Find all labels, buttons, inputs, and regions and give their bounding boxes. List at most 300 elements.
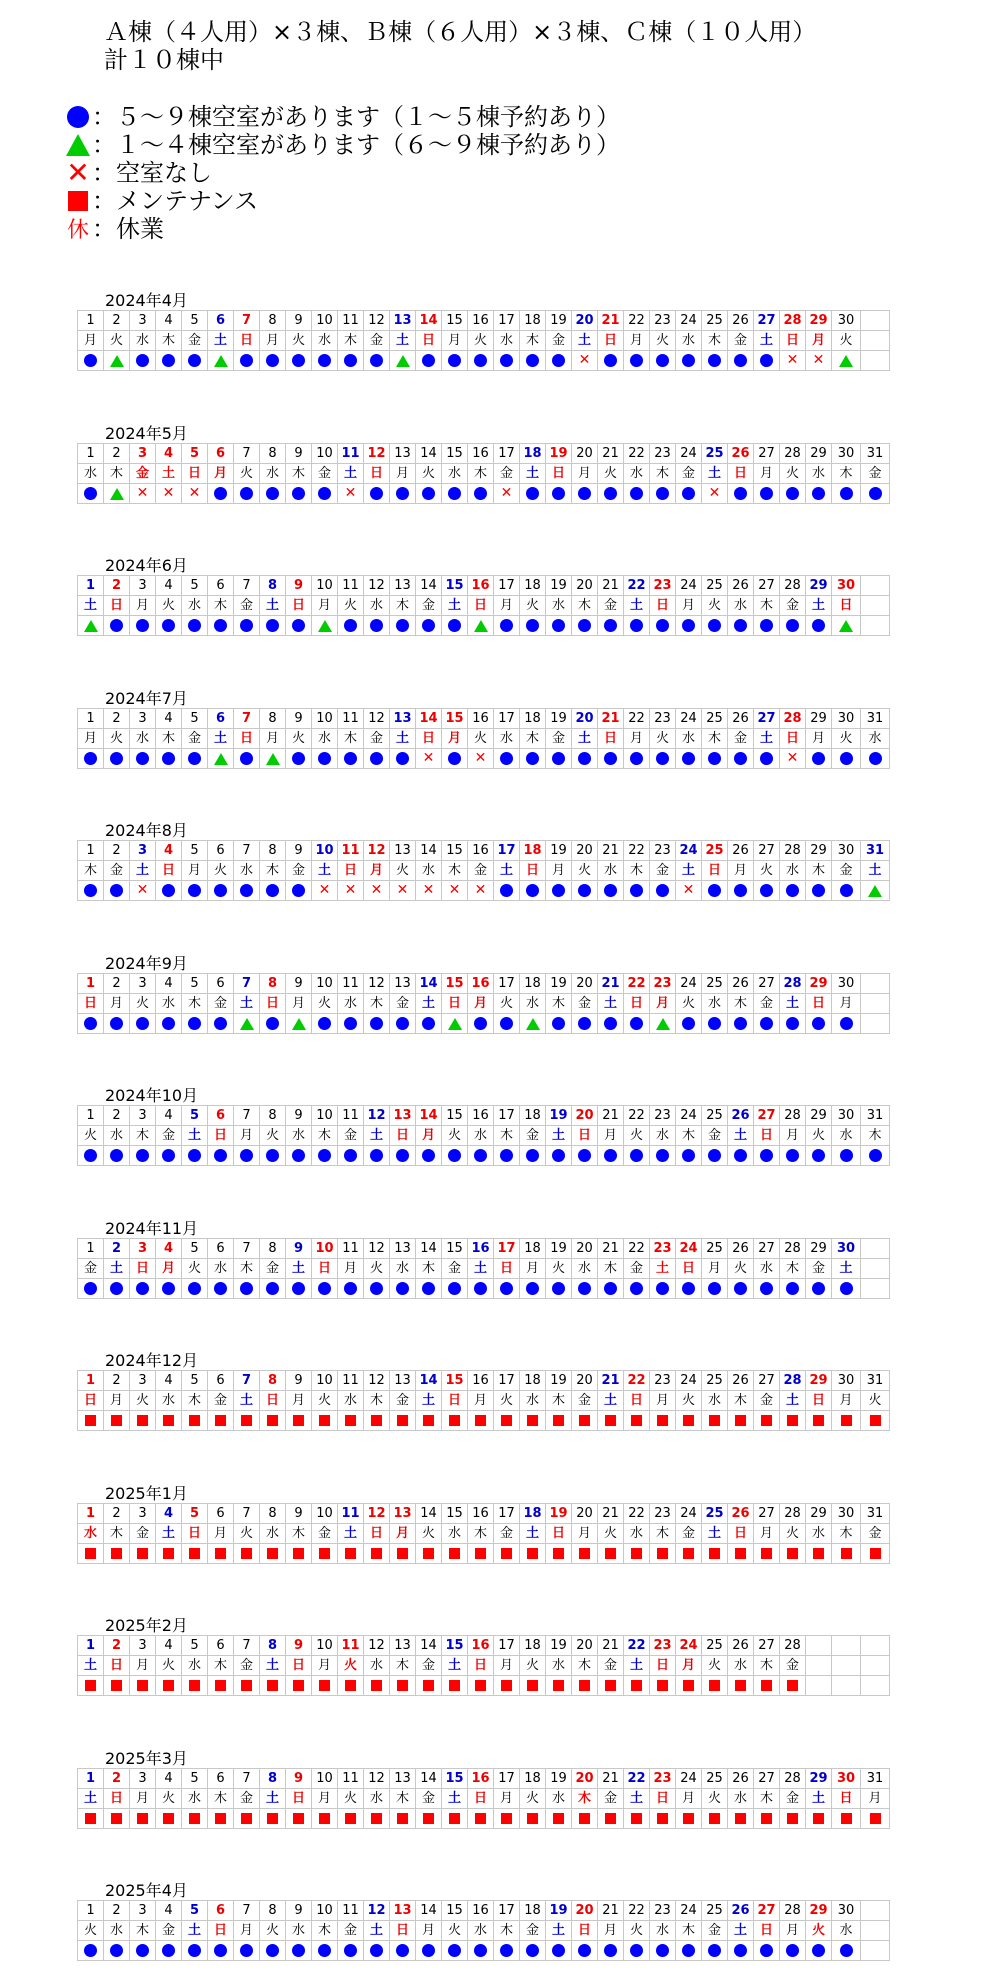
status-cell[interactable]	[104, 1279, 130, 1299]
status-cell[interactable]	[234, 749, 260, 769]
status-cell[interactable]	[676, 484, 702, 504]
status-cell[interactable]	[390, 351, 416, 371]
status-cell[interactable]	[312, 1411, 338, 1431]
status-cell[interactable]	[234, 1544, 260, 1564]
status-cell[interactable]	[494, 484, 520, 504]
status-cell[interactable]	[468, 1146, 494, 1166]
status-cell[interactable]	[728, 1146, 754, 1166]
status-cell[interactable]	[182, 1146, 208, 1166]
status-cell[interactable]	[702, 1809, 728, 1829]
status-cell[interactable]	[364, 881, 390, 901]
status-cell[interactable]	[728, 1544, 754, 1564]
status-cell[interactable]	[338, 616, 364, 636]
status-cell[interactable]	[78, 1676, 104, 1696]
status-cell[interactable]	[130, 616, 156, 636]
status-cell[interactable]	[572, 484, 598, 504]
status-cell[interactable]	[104, 1544, 130, 1564]
status-cell[interactable]	[312, 1146, 338, 1166]
status-cell[interactable]	[832, 1279, 861, 1299]
status-cell[interactable]	[520, 1941, 546, 1961]
status-cell[interactable]	[416, 351, 442, 371]
status-cell[interactable]	[572, 1146, 598, 1166]
status-cell[interactable]	[286, 351, 312, 371]
status-cell[interactable]	[78, 1544, 104, 1564]
status-cell[interactable]	[676, 1676, 702, 1696]
status-cell[interactable]	[468, 1809, 494, 1829]
status-cell[interactable]	[156, 1411, 182, 1431]
status-cell[interactable]	[208, 351, 234, 371]
status-cell[interactable]	[624, 749, 650, 769]
status-cell[interactable]	[286, 1146, 312, 1166]
status-cell[interactable]	[520, 1014, 546, 1034]
status-cell[interactable]	[650, 1146, 676, 1166]
status-cell[interactable]	[546, 1411, 572, 1431]
status-cell[interactable]	[338, 1411, 364, 1431]
status-cell[interactable]	[806, 1146, 832, 1166]
status-cell[interactable]	[780, 1146, 806, 1166]
status-cell[interactable]	[494, 1014, 520, 1034]
status-cell[interactable]	[156, 1146, 182, 1166]
status-cell[interactable]	[338, 484, 364, 504]
status-cell[interactable]	[78, 351, 104, 371]
status-cell[interactable]	[338, 1941, 364, 1961]
status-cell[interactable]	[416, 1941, 442, 1961]
status-cell[interactable]	[598, 1544, 624, 1564]
status-cell[interactable]	[702, 1941, 728, 1961]
status-cell[interactable]	[520, 1809, 546, 1829]
status-cell[interactable]	[208, 1544, 234, 1564]
status-cell[interactable]	[861, 881, 890, 901]
status-cell[interactable]	[260, 1146, 286, 1166]
status-cell[interactable]	[312, 1809, 338, 1829]
status-cell[interactable]	[130, 1279, 156, 1299]
status-cell[interactable]	[624, 1014, 650, 1034]
status-cell[interactable]	[130, 1014, 156, 1034]
status-cell[interactable]	[208, 1941, 234, 1961]
status-cell[interactable]	[286, 1809, 312, 1829]
status-cell[interactable]	[182, 1544, 208, 1564]
status-cell[interactable]	[572, 1411, 598, 1431]
status-cell[interactable]	[182, 1279, 208, 1299]
status-cell[interactable]	[312, 1676, 338, 1696]
status-cell[interactable]	[676, 881, 702, 901]
status-cell[interactable]	[208, 749, 234, 769]
status-cell[interactable]	[416, 1676, 442, 1696]
status-cell[interactable]	[754, 1146, 780, 1166]
status-cell[interactable]	[260, 1544, 286, 1564]
status-cell[interactable]	[390, 1279, 416, 1299]
status-cell[interactable]	[650, 881, 676, 901]
status-cell[interactable]	[286, 749, 312, 769]
status-cell[interactable]	[546, 1544, 572, 1564]
status-cell[interactable]	[572, 749, 598, 769]
status-cell[interactable]	[260, 1941, 286, 1961]
status-cell[interactable]	[260, 749, 286, 769]
status-cell[interactable]	[156, 1014, 182, 1034]
status-cell[interactable]	[650, 749, 676, 769]
status-cell[interactable]	[702, 1146, 728, 1166]
status-cell[interactable]	[260, 1014, 286, 1034]
status-cell[interactable]	[416, 1279, 442, 1299]
status-cell[interactable]	[104, 1809, 130, 1829]
status-cell[interactable]	[312, 351, 338, 371]
status-cell[interactable]	[104, 1146, 130, 1166]
status-cell[interactable]	[624, 1676, 650, 1696]
status-cell[interactable]	[130, 1146, 156, 1166]
status-cell[interactable]	[208, 1809, 234, 1829]
status-cell[interactable]	[78, 1809, 104, 1829]
status-cell[interactable]	[78, 1411, 104, 1431]
status-cell[interactable]	[572, 881, 598, 901]
status-cell[interactable]	[546, 1279, 572, 1299]
status-cell[interactable]	[702, 351, 728, 371]
status-cell[interactable]	[442, 1809, 468, 1829]
status-cell[interactable]	[806, 351, 832, 371]
status-cell[interactable]	[598, 1941, 624, 1961]
status-cell[interactable]	[234, 1941, 260, 1961]
status-cell[interactable]	[156, 749, 182, 769]
status-cell[interactable]	[598, 1014, 624, 1034]
status-cell[interactable]	[208, 484, 234, 504]
status-cell[interactable]	[546, 616, 572, 636]
status-cell[interactable]	[520, 1146, 546, 1166]
status-cell[interactable]	[754, 1014, 780, 1034]
status-cell[interactable]	[260, 484, 286, 504]
status-cell[interactable]	[754, 749, 780, 769]
status-cell[interactable]	[832, 1411, 861, 1431]
status-cell[interactable]	[650, 484, 676, 504]
status-cell[interactable]	[156, 881, 182, 901]
status-cell[interactable]	[364, 616, 390, 636]
status-cell[interactable]	[728, 351, 754, 371]
status-cell[interactable]	[624, 881, 650, 901]
status-cell[interactable]	[208, 1146, 234, 1166]
status-cell[interactable]	[702, 1544, 728, 1564]
status-cell[interactable]	[182, 1676, 208, 1696]
status-cell[interactable]	[364, 1676, 390, 1696]
status-cell[interactable]	[728, 1809, 754, 1829]
status-cell[interactable]	[806, 1941, 832, 1961]
status-cell[interactable]	[702, 1014, 728, 1034]
status-cell[interactable]	[520, 1676, 546, 1696]
status-cell[interactable]	[208, 1676, 234, 1696]
status-cell[interactable]	[494, 351, 520, 371]
status-cell[interactable]	[338, 1014, 364, 1034]
status-cell[interactable]	[832, 351, 861, 371]
status-cell[interactable]	[312, 616, 338, 636]
status-cell[interactable]	[780, 351, 806, 371]
status-cell[interactable]	[650, 1676, 676, 1696]
status-cell[interactable]	[546, 484, 572, 504]
status-cell[interactable]	[806, 749, 832, 769]
status-cell[interactable]	[702, 616, 728, 636]
status-cell[interactable]	[312, 1014, 338, 1034]
status-cell[interactable]	[702, 1676, 728, 1696]
status-cell[interactable]	[416, 616, 442, 636]
status-cell[interactable]	[728, 1941, 754, 1961]
status-cell[interactable]	[861, 1411, 890, 1431]
status-cell[interactable]	[260, 1676, 286, 1696]
status-cell[interactable]	[260, 1411, 286, 1431]
status-cell[interactable]	[650, 616, 676, 636]
status-cell[interactable]	[390, 1544, 416, 1564]
status-cell[interactable]	[650, 351, 676, 371]
status-cell[interactable]	[416, 1146, 442, 1166]
status-cell[interactable]	[286, 1014, 312, 1034]
status-cell[interactable]	[234, 616, 260, 636]
status-cell[interactable]	[494, 1676, 520, 1696]
status-cell[interactable]	[572, 1279, 598, 1299]
status-cell[interactable]	[780, 484, 806, 504]
status-cell[interactable]	[780, 616, 806, 636]
status-cell[interactable]	[208, 881, 234, 901]
status-cell[interactable]	[442, 484, 468, 504]
status-cell[interactable]	[338, 1676, 364, 1696]
status-cell[interactable]	[104, 616, 130, 636]
status-cell[interactable]	[182, 484, 208, 504]
status-cell[interactable]	[624, 1941, 650, 1961]
status-cell[interactable]	[520, 881, 546, 901]
status-cell[interactable]	[650, 1544, 676, 1564]
status-cell[interactable]	[754, 484, 780, 504]
status-cell[interactable]	[494, 1544, 520, 1564]
status-cell[interactable]	[546, 1941, 572, 1961]
status-cell[interactable]	[598, 1279, 624, 1299]
status-cell[interactable]	[806, 484, 832, 504]
status-cell[interactable]	[806, 881, 832, 901]
status-cell[interactable]	[806, 1411, 832, 1431]
status-cell[interactable]	[832, 1941, 861, 1961]
status-cell[interactable]	[442, 351, 468, 371]
status-cell[interactable]	[624, 616, 650, 636]
status-cell[interactable]	[494, 1411, 520, 1431]
status-cell[interactable]	[806, 1279, 832, 1299]
status-cell[interactable]	[442, 1941, 468, 1961]
status-cell[interactable]	[861, 1544, 890, 1564]
status-cell[interactable]	[520, 1544, 546, 1564]
status-cell[interactable]	[416, 1014, 442, 1034]
status-cell[interactable]	[520, 616, 546, 636]
status-cell[interactable]	[494, 1146, 520, 1166]
status-cell[interactable]	[104, 1014, 130, 1034]
status-cell[interactable]	[416, 484, 442, 504]
status-cell[interactable]	[754, 881, 780, 901]
status-cell[interactable]	[832, 749, 861, 769]
status-cell[interactable]	[468, 1411, 494, 1431]
status-cell[interactable]	[364, 351, 390, 371]
status-cell[interactable]	[130, 749, 156, 769]
status-cell[interactable]	[442, 881, 468, 901]
status-cell[interactable]	[182, 749, 208, 769]
status-cell[interactable]	[468, 1676, 494, 1696]
status-cell[interactable]	[754, 616, 780, 636]
status-cell[interactable]	[676, 749, 702, 769]
status-cell[interactable]	[832, 616, 861, 636]
status-cell[interactable]	[390, 1809, 416, 1829]
status-cell[interactable]	[182, 881, 208, 901]
status-cell[interactable]	[624, 1146, 650, 1166]
status-cell[interactable]	[364, 1809, 390, 1829]
status-cell[interactable]	[234, 1809, 260, 1829]
status-cell[interactable]	[650, 1014, 676, 1034]
status-cell[interactable]	[754, 1941, 780, 1961]
status-cell[interactable]	[728, 881, 754, 901]
status-cell[interactable]	[234, 484, 260, 504]
status-cell[interactable]	[676, 1941, 702, 1961]
status-cell[interactable]	[338, 351, 364, 371]
status-cell[interactable]	[861, 1809, 890, 1829]
status-cell[interactable]	[754, 1279, 780, 1299]
status-cell[interactable]	[312, 484, 338, 504]
status-cell[interactable]	[598, 616, 624, 636]
status-cell[interactable]	[364, 1146, 390, 1166]
status-cell[interactable]	[312, 1279, 338, 1299]
status-cell[interactable]	[676, 1146, 702, 1166]
status-cell[interactable]	[861, 1146, 890, 1166]
status-cell[interactable]	[234, 1279, 260, 1299]
status-cell[interactable]	[104, 881, 130, 901]
status-cell[interactable]	[260, 1809, 286, 1829]
status-cell[interactable]	[624, 1411, 650, 1431]
status-cell[interactable]	[754, 1676, 780, 1696]
status-cell[interactable]	[861, 749, 890, 769]
status-cell[interactable]	[754, 1544, 780, 1564]
status-cell[interactable]	[182, 1941, 208, 1961]
status-cell[interactable]	[468, 484, 494, 504]
status-cell[interactable]	[286, 1279, 312, 1299]
status-cell[interactable]	[442, 1676, 468, 1696]
status-cell[interactable]	[156, 1941, 182, 1961]
status-cell[interactable]	[572, 1544, 598, 1564]
status-cell[interactable]	[728, 1676, 754, 1696]
status-cell[interactable]	[728, 484, 754, 504]
status-cell[interactable]	[364, 1014, 390, 1034]
status-cell[interactable]	[806, 1014, 832, 1034]
status-cell[interactable]	[572, 616, 598, 636]
status-cell[interactable]	[754, 1411, 780, 1431]
status-cell[interactable]	[390, 1676, 416, 1696]
status-cell[interactable]	[468, 1279, 494, 1299]
status-cell[interactable]	[702, 484, 728, 504]
status-cell[interactable]	[624, 484, 650, 504]
status-cell[interactable]	[572, 1809, 598, 1829]
status-cell[interactable]	[520, 484, 546, 504]
status-cell[interactable]	[780, 749, 806, 769]
status-cell[interactable]	[338, 749, 364, 769]
status-cell[interactable]	[364, 1941, 390, 1961]
status-cell[interactable]	[650, 1279, 676, 1299]
status-cell[interactable]	[832, 1014, 861, 1034]
status-cell[interactable]	[78, 749, 104, 769]
status-cell[interactable]	[494, 881, 520, 901]
status-cell[interactable]	[364, 1411, 390, 1431]
status-cell[interactable]	[780, 881, 806, 901]
status-cell[interactable]	[364, 484, 390, 504]
status-cell[interactable]	[104, 484, 130, 504]
status-cell[interactable]	[650, 1809, 676, 1829]
status-cell[interactable]	[234, 351, 260, 371]
status-cell[interactable]	[130, 881, 156, 901]
status-cell[interactable]	[754, 1809, 780, 1829]
status-cell[interactable]	[598, 1676, 624, 1696]
status-cell[interactable]	[676, 616, 702, 636]
status-cell[interactable]	[234, 1146, 260, 1166]
status-cell[interactable]	[546, 351, 572, 371]
status-cell[interactable]	[390, 1941, 416, 1961]
status-cell[interactable]	[598, 749, 624, 769]
status-cell[interactable]	[806, 616, 832, 636]
status-cell[interactable]	[520, 351, 546, 371]
status-cell[interactable]	[520, 749, 546, 769]
status-cell[interactable]	[520, 1279, 546, 1299]
status-cell[interactable]	[832, 484, 861, 504]
status-cell[interactable]	[728, 616, 754, 636]
status-cell[interactable]	[598, 484, 624, 504]
status-cell[interactable]	[286, 881, 312, 901]
status-cell[interactable]	[442, 1544, 468, 1564]
status-cell[interactable]	[676, 1279, 702, 1299]
status-cell[interactable]	[182, 1014, 208, 1034]
status-cell[interactable]	[78, 616, 104, 636]
status-cell[interactable]	[104, 1676, 130, 1696]
status-cell[interactable]	[702, 881, 728, 901]
status-cell[interactable]	[390, 616, 416, 636]
status-cell[interactable]	[156, 1676, 182, 1696]
status-cell[interactable]	[702, 1279, 728, 1299]
status-cell[interactable]	[390, 881, 416, 901]
status-cell[interactable]	[598, 351, 624, 371]
status-cell[interactable]	[702, 1411, 728, 1431]
status-cell[interactable]	[780, 1676, 806, 1696]
status-cell[interactable]	[676, 351, 702, 371]
status-cell[interactable]	[208, 1411, 234, 1431]
status-cell[interactable]	[312, 749, 338, 769]
status-cell[interactable]	[728, 1279, 754, 1299]
status-cell[interactable]	[286, 1411, 312, 1431]
status-cell[interactable]	[390, 1014, 416, 1034]
status-cell[interactable]	[494, 1809, 520, 1829]
status-cell[interactable]	[494, 616, 520, 636]
status-cell[interactable]	[182, 1411, 208, 1431]
status-cell[interactable]	[442, 749, 468, 769]
status-cell[interactable]	[598, 1411, 624, 1431]
status-cell[interactable]	[104, 1411, 130, 1431]
status-cell[interactable]	[442, 1146, 468, 1166]
status-cell[interactable]	[728, 1014, 754, 1034]
status-cell[interactable]	[286, 616, 312, 636]
status-cell[interactable]	[390, 749, 416, 769]
status-cell[interactable]	[520, 1411, 546, 1431]
status-cell[interactable]	[754, 351, 780, 371]
status-cell[interactable]	[546, 749, 572, 769]
status-cell[interactable]	[546, 1676, 572, 1696]
status-cell[interactable]	[572, 1676, 598, 1696]
status-cell[interactable]	[312, 881, 338, 901]
status-cell[interactable]	[832, 1544, 861, 1564]
status-cell[interactable]	[494, 1279, 520, 1299]
status-cell[interactable]	[442, 1411, 468, 1431]
status-cell[interactable]	[130, 351, 156, 371]
status-cell[interactable]	[494, 749, 520, 769]
status-cell[interactable]	[572, 351, 598, 371]
status-cell[interactable]	[416, 749, 442, 769]
status-cell[interactable]	[286, 1676, 312, 1696]
status-cell[interactable]	[156, 1809, 182, 1829]
status-cell[interactable]	[676, 1411, 702, 1431]
status-cell[interactable]	[650, 1941, 676, 1961]
status-cell[interactable]	[312, 1941, 338, 1961]
status-cell[interactable]	[598, 1146, 624, 1166]
